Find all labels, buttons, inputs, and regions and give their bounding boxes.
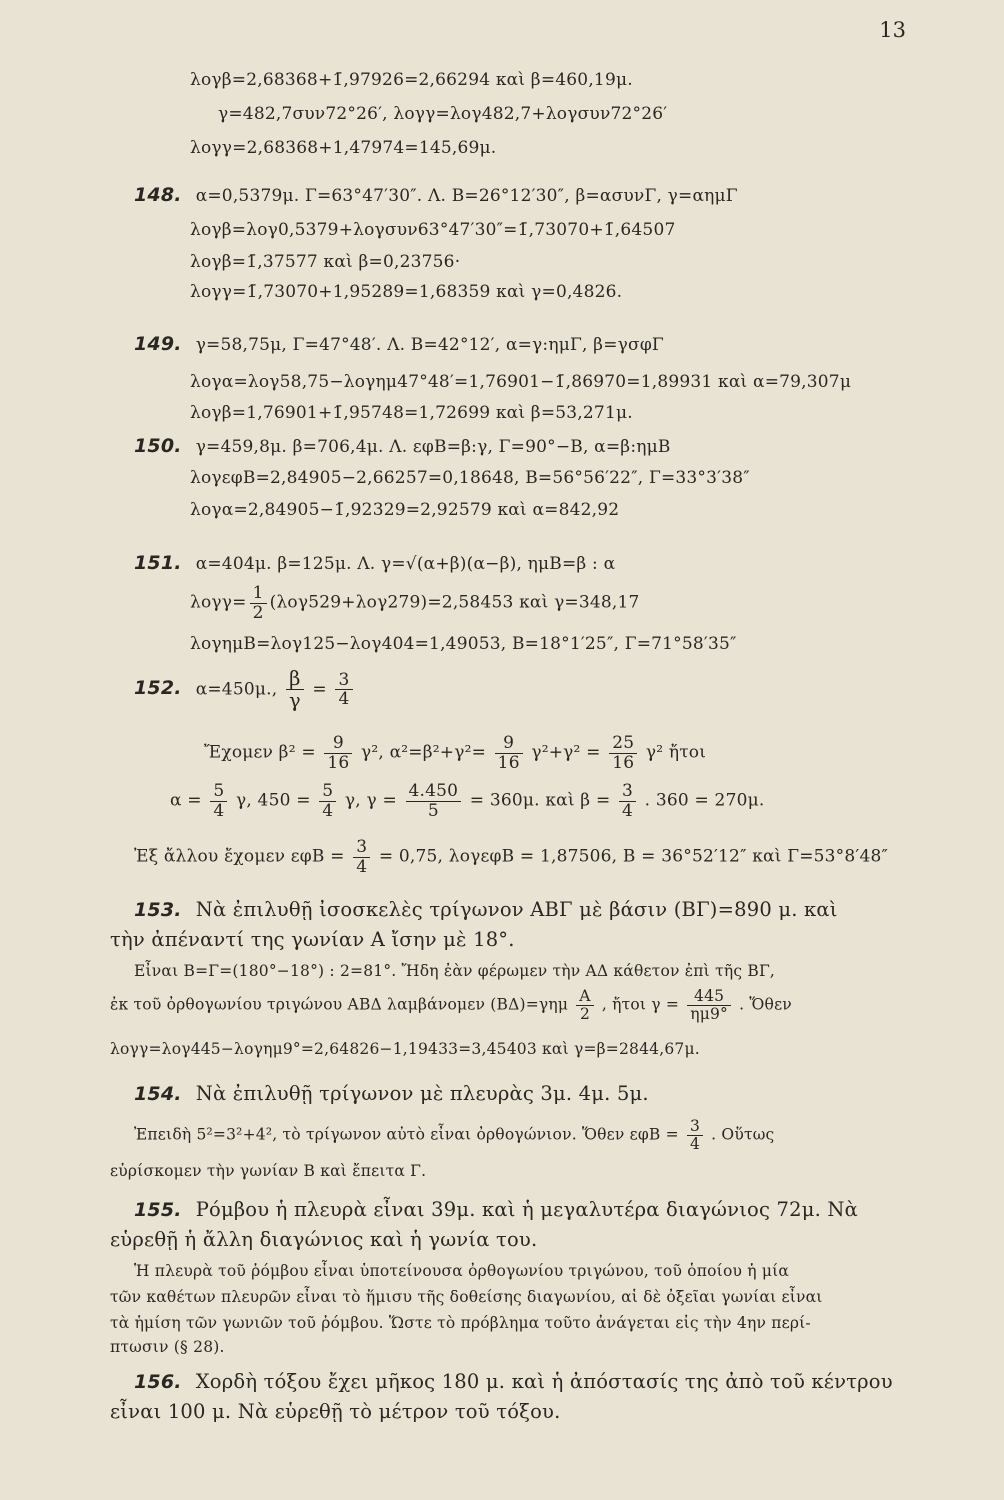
text-line: τῶν καθέτων πλευρῶν εἶναι τὸ ἥμισυ τῆς δοθείσης διαγωνίου, αἱ δὲ ὀξεῖαι γωνίαι εἶναι bbox=[110, 1288, 823, 1306]
text-line: α=0,5379μ. Γ=63°47′30″. Λ. Β=26°12′30″, β=ασυνΓ, γ=αημΓ bbox=[195, 186, 738, 206]
problem-number: 152. bbox=[134, 677, 182, 700]
text-line: εὑρίσκομεν τὴν γωνίαν Β καὶ ἔπειτα Γ. bbox=[110, 1162, 427, 1180]
problem-149 bbox=[134, 333, 664, 355]
problem-155: 155. Ρόμβου ἡ πλευρὰ εἶναι 39μ. καὶ ἡ μεγαλυτέρα διαγώνιος 72μ. Νὰ bbox=[134, 1198, 859, 1221]
text-line: λογβ=1,76901+1̄,95748=1,72699 καὶ β=53,271μ. bbox=[190, 403, 633, 423]
text-line: λογβ=2,68368+1̄,97926=2,66294 καὶ β=460,19μ. bbox=[190, 70, 633, 90]
formula-line: α = $\frac{5}{4}$ γ, 450 = $\frac{5}{4}$ γ, γ = $\frac{4.450}{5}$ = 360μ. καὶ β = $\frac{3}{4}$ . 360 = 270μ. bbox=[170, 781, 765, 821]
text-line: τὰ ἡμίση τῶν γωνιῶν τοῦ ῥόμβου. Ὥστε τὸ πρόβλημα τοῦτο ἀνάγεται εἰς τὴν 4ην περί- bbox=[110, 1314, 811, 1332]
formula-line: ἐκ τοῦ ὀρθογωνίου τριγώνου ΑΒΔ λαμβάνομεν (ΒΔ)=γημ $\frac{A}{2}$ , ἤτοι γ = $\frac{445}{\eta\mu 9^\circ}$ . Ὅθεν bbox=[110, 987, 792, 1024]
text-line: εὑρεθῇ ἡ ἄλλη διαγώνιος καὶ ἡ γωνία του. bbox=[110, 1228, 538, 1251]
text-line: λογβ=1̄,37577 καὶ β=0,23756· bbox=[190, 252, 461, 272]
text-line: λογγ=1̄,73070+1,95289=1,68359 καὶ γ=0,4826. bbox=[190, 282, 623, 302]
text-line: Εἶναι Β=Γ=(180°−18°) : 2=81°. Ἤδη ἐὰν φέρωμεν τὴν ΑΔ κάθετον ἐπὶ τῆς ΒΓ, bbox=[134, 962, 776, 980]
text-line: λογγ=λογ445−λογημ9°=2,64826−1,19433=3,45403 καὶ γ=β=2844,67μ. bbox=[110, 1040, 700, 1058]
formula-line: Ἔχομεν β² = $\frac{9}{16}$ γ², α²=β²+γ²= $\frac{9}{16}$ γ²+γ² = $\frac{25}{16}$ γ² ἤτοι bbox=[204, 733, 707, 773]
text-line: γ=58,75μ, Γ=47°48′. Λ. Β=42°12′, α=γ:ημΓ, β=γσφΓ bbox=[195, 335, 664, 355]
problem-number: 155. bbox=[134, 1199, 182, 1221]
text-line: λογβ=λογ0,5379+λογσυν63°47′30″=1̄,73070+1̄,64507 bbox=[190, 220, 676, 240]
problem-number: 151. bbox=[134, 552, 182, 574]
text-line: α=404μ. β=125μ. Λ. γ=√(α+β)(α−β), ημΒ=β : α bbox=[195, 554, 616, 574]
problem-151 bbox=[134, 552, 615, 574]
text-line: λογεφΒ=2,84905−2,66257=0,18648, Β=56°56′22″, Γ=33°3′38″ bbox=[190, 468, 750, 488]
formula-line: Ἐπειδὴ 5²=3²+4², τὸ τρίγωνον αὐτὸ εἶναι ὀρθογώνιον. Ὅθεν εφΒ = $\frac{3}{4}$ . Οὕτως bbox=[134, 1117, 775, 1154]
problem-156: 156. Χορδὴ τόξου ἔχει μῆκος 180 μ. καὶ ἡ ἀπόστασίς της ἀπὸ τοῦ κέντρου bbox=[134, 1370, 893, 1393]
text-line: γ=482,7συν72°26′, λογγ=λογ482,7+λογσυν72°26′ bbox=[218, 104, 668, 124]
formula-line: λογγ= $\frac{1}{2}$ (λογ529+λογ279)=2,58453 καὶ γ=348,17 bbox=[190, 583, 640, 623]
problem-number: 156. bbox=[134, 1371, 182, 1393]
text-line: λογα=2,84905−1̄,92329=2,92579 καὶ α=842,92 bbox=[190, 500, 620, 520]
problem-number: 149. bbox=[134, 333, 182, 355]
formula-line: Ἐξ ἄλλου ἔχομεν εφΒ = $\frac{3}{4}$ = 0,75, λογεφΒ = 1,87506, Β = 36°52′12″ καὶ Γ=53°8′48″ bbox=[134, 837, 889, 877]
problem-148 bbox=[134, 184, 738, 206]
text-line: λογγ=2,68368+1,47974=145,69μ. bbox=[190, 138, 497, 158]
problem-150 bbox=[134, 435, 671, 457]
problem-number: 148. bbox=[134, 184, 182, 206]
problem-number: 154. bbox=[134, 1083, 182, 1105]
problem-153: 153. Νὰ ἐπιλυθῇ ἰσοσκελὲς τρίγωνον ΑΒΓ μὲ βάσιν (ΒΓ)=890 μ. καὶ bbox=[134, 898, 838, 921]
text-line: λογημΒ=λογ125−λογ404=1,49053, Β=18°1′25″, Γ=71°58′35″ bbox=[190, 634, 737, 654]
problem-number: 150. bbox=[134, 435, 182, 457]
page-number: 13 bbox=[879, 18, 906, 42]
text-line: γ=459,8μ. β=706,4μ. Λ. εφΒ=β:γ, Γ=90°−Β, α=β:ημΒ bbox=[195, 437, 671, 457]
problem-154: 154. Νὰ ἐπιλυθῇ τρίγωνον μὲ πλευρὰς 3μ. 4μ. 5μ. bbox=[134, 1082, 649, 1105]
text-line: τὴν ἀπέναντί της γωνίαν Α ἴσην μὲ 18°. bbox=[110, 928, 515, 951]
problem-number: 153. bbox=[134, 899, 182, 921]
text-line: λογα=λογ58,75−λογημ47°48′=1,76901−1̄,86970=1,89931 καὶ α=79,307μ bbox=[190, 372, 852, 392]
text-line: πτωσιν (§ 28). bbox=[110, 1338, 225, 1356]
text-line: Ἡ πλευρὰ τοῦ ῥόμβου εἶναι ὑποτείνουσα ὀρθογωνίου τριγώνου, τοῦ ὁποίου ἡ μία bbox=[134, 1262, 790, 1280]
problem-152: 152. α=450μ., $\frac{\beta}{\gamma}$ = $\frac{3}{4}$ bbox=[134, 668, 356, 712]
text-line: εἶναι 100 μ. Νὰ εὑρεθῇ τὸ μέτρον τοῦ τόξου. bbox=[110, 1400, 561, 1423]
